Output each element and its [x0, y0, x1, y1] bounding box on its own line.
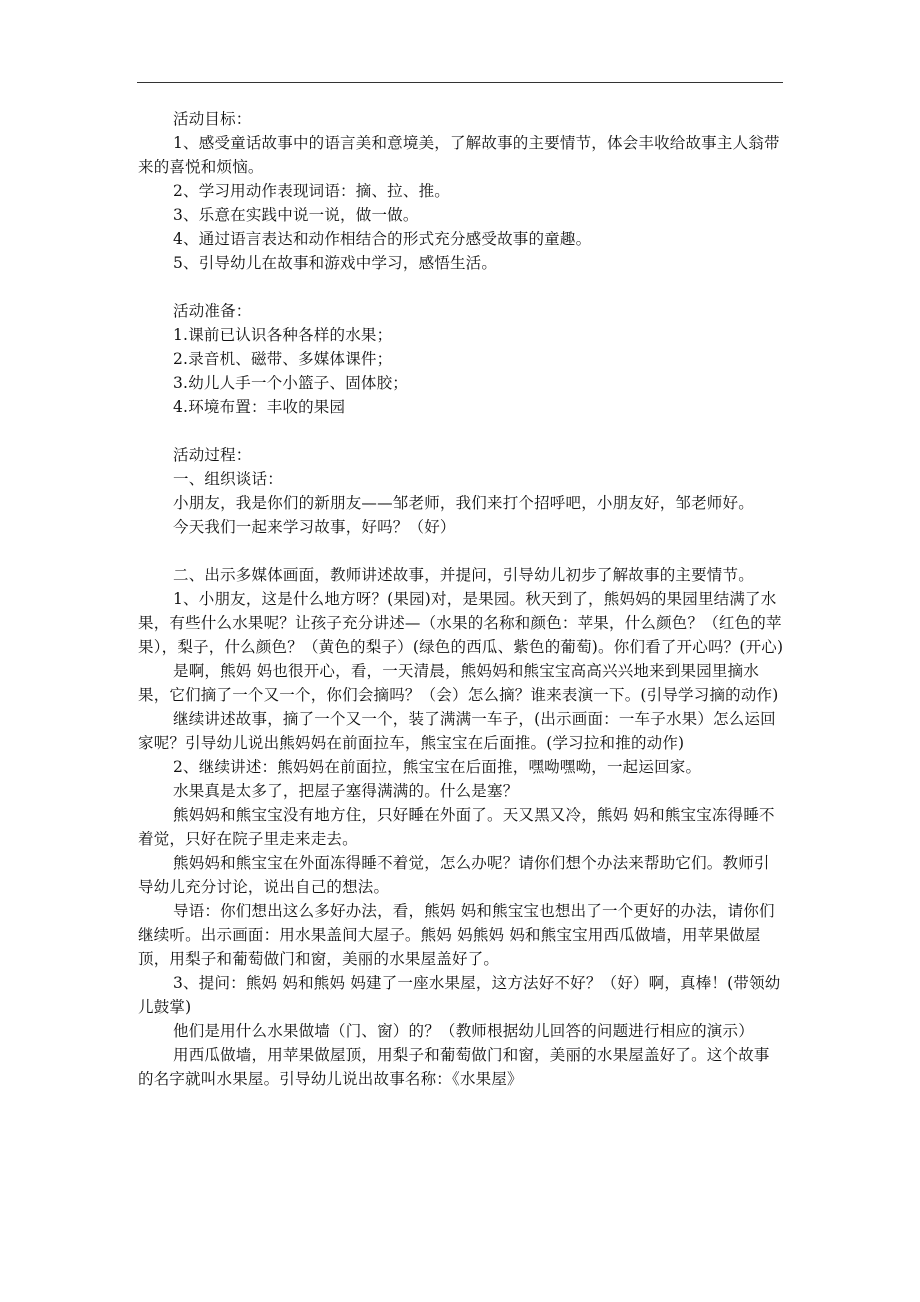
goal-item: 4、通过语言表达和动作相结合的形式充分感受故事的童趣。: [173, 230, 592, 248]
step2-paragraph: 熊妈妈和熊宝宝在外面冻得睡不着觉，怎么办呢？请你们想个办法来帮助它们。教师引导幼儿充分讨论，说出自己的想法。: [138, 854, 770, 896]
preparation-item: 1.课前已认识各种各样的水果；: [173, 326, 393, 344]
goals-heading: 活动目标：: [173, 110, 252, 128]
step2-paragraph: 他们是用什么水果做墙（门、窗）的？（教师根据幼儿回答的问题进行相应的演示）: [173, 1022, 754, 1040]
goal-item: 1、感受童话故事中的语言美和意境美，了解故事的主要情节，体会丰收给故事主人翁带来的喜悦和烦恼。: [138, 134, 780, 176]
step2-title: 二、出示多媒体画面，教师讲述故事，并提问，引导幼儿初步了解故事的主要情节。: [173, 566, 754, 584]
header-rule: [137, 82, 783, 83]
step2-paragraph: 3、提问：熊妈 妈和熊妈 妈建了一座水果屋，这方法好不好？（好）啊，真棒！(带领幼儿鼓掌): [138, 974, 781, 1016]
document-body: [138, 107, 784, 1091]
step2-paragraph: 是啊，熊妈 妈也很开心，看，一天清晨，熊妈妈和熊宝宝高高兴兴地来到果园里摘水果，它们摘了一个又一个，你们会摘吗？（会）怎么摘？谁来表演一下。(引导学习摘的动作): [138, 662, 779, 704]
spacer: [138, 275, 784, 299]
preparation-item: 2.录音机、磁带、多媒体课件；: [173, 350, 393, 368]
process-heading: 活动过程：: [173, 446, 252, 464]
step2-paragraph: 2、继续讲述：熊妈妈在前面拉，熊宝宝在后面推，嘿呦嘿呦，一起运回家。: [173, 758, 702, 776]
goal-item: 3、乐意在实践中说一说，做一做。: [173, 206, 419, 224]
preparation-heading: 活动准备：: [173, 302, 252, 320]
step2-paragraph: 用西瓜做墙，用苹果做屋顶，用梨子和葡萄做门和窗，美丽的水果屋盖好了。这个故事的名字就叫水果屋。引导幼儿说出故事名称：《水果屋》: [138, 1046, 770, 1088]
step1-title: 一、组织谈话：: [173, 470, 283, 488]
preparation-item: 4.环境布置：丰收的果园: [173, 398, 346, 416]
step1-line: 今天我们一起来学习故事，好吗？（好）: [173, 518, 456, 536]
step2-paragraph: 继续讲述故事，摘了一个又一个，装了满满一车子，(出示画面：一车子水果）怎么运回家呢？引导幼儿说出熊妈妈在前面拉车，熊宝宝在后面推。(学习拉和推的动作): [138, 710, 776, 752]
preparation-item: 3.幼儿人手一个小篮子、固体胶；: [173, 374, 408, 392]
goal-item: 5、引导幼儿在故事和游戏中学习，感悟生活。: [173, 254, 498, 272]
step2-paragraph: 水果真是太多了，把屋子塞得满满的。什么是塞？: [173, 782, 519, 800]
step2-paragraph: 熊妈妈和熊宝宝没有地方住，只好睡在外面了。天又黑又冷，熊妈 妈和熊宝宝冻得睡不着觉，只好在院子里走来走去。: [138, 806, 775, 848]
spacer: [138, 419, 784, 443]
step2-paragraph: 导语：你们想出这么多好办法，看，熊妈 妈和熊宝宝也想出了一个更好的办法，请你们继续听。出示画面：用水果盖间大屋子。熊妈 妈熊妈 妈和熊宝宝用西瓜做墙，用苹果做屋顶，用梨子和葡萄做门和窗，美丽的水果屋盖好了。: [138, 902, 775, 968]
step1-line: 小朋友，我是你们的新朋友——邹老师，我们来打个招呼吧，小朋友好，邹老师好。: [173, 494, 754, 512]
goal-item: 2、学习用动作表现词语：摘、拉、推。: [173, 182, 450, 200]
spacer: [138, 539, 784, 563]
step2-paragraph: 1、小朋友，这是什么地方呀？(果园)对，是果园。秋天到了，熊妈妈的果园里结满了水果，有些什么水果呢？让孩子充分讲述—（水果的名称和颜色：苹果，什么颜色？（红色的苹果），梨子，什么颜色？（黄色的梨子）(绿色的西瓜、紫色的葡萄)。你们看了开心吗？(开心): [138, 590, 784, 656]
